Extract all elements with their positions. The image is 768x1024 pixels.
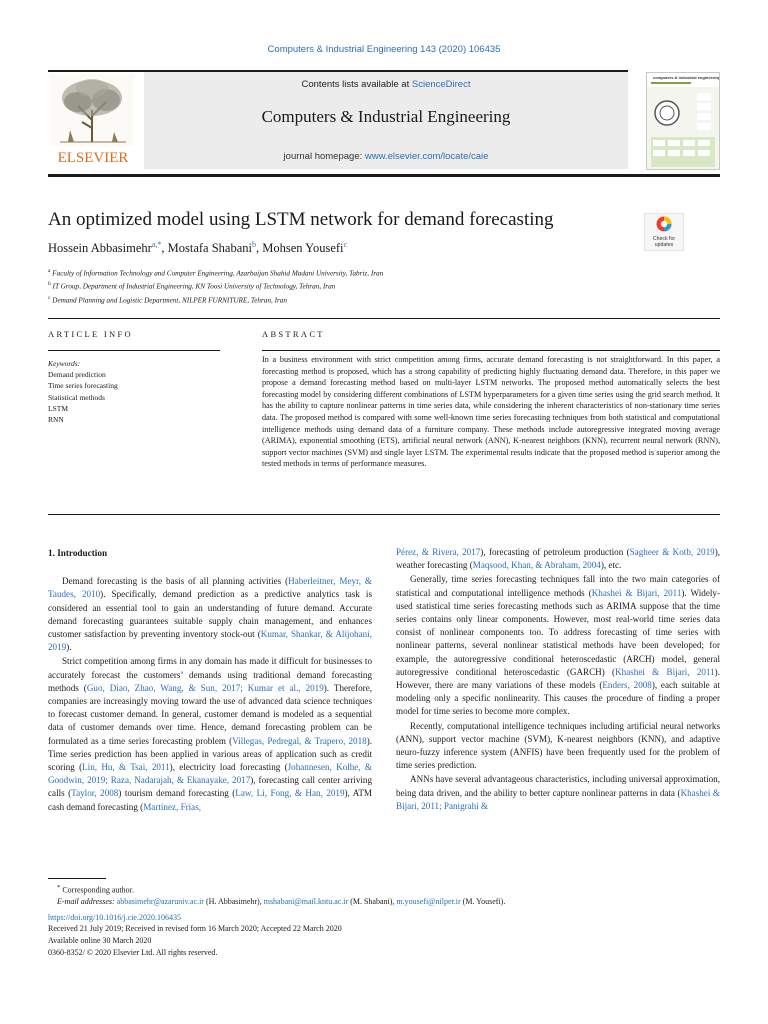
doi-link[interactable]: https://doi.org/10.1016/j.cie.2020.106435	[48, 912, 181, 922]
contents-line: Contents lists available at ScienceDirect	[301, 79, 471, 90]
citation-link[interactable]: Lin, Hu, & Tsai, 2011	[82, 762, 170, 773]
author-list	[48, 240, 347, 256]
paragraph-text: ), etc.	[600, 560, 622, 571]
corresponding-author-note: * Corresponding author.	[57, 884, 134, 895]
check-for-updates-badge[interactable]	[644, 213, 684, 251]
paragraph-text: ). Therefore, companies are increasingly moving toward the use of advanced data science techniques to forecast customer demand. In general, customer demand is modeled as a sequential data of customer demands over time. Hence, demand forecasting problem can be formulated as a time series forecasting problem (	[48, 682, 373, 746]
footnotes	[48, 882, 720, 958]
citation-link[interactable]: Khashei & Bijari, 2011	[615, 666, 715, 677]
copyright: 0360-8352/ © 2020 Elsevier Ltd. All rights reserved.	[48, 947, 218, 957]
paragraph-text: ), each suitable at modeling only a specific nonlinearity. This causes the procedure of finding a proper model for time series to become more complex.	[396, 680, 720, 717]
citation-link[interactable]: Guo, Diao, Zhao, Wang, & Sun, 2017; Kumar et al., 2019	[86, 682, 324, 693]
abstract-divider	[262, 350, 720, 351]
paragraph-text: Demand forecasting is the basis of all planning activities (	[62, 576, 289, 587]
author-name[interactable]: Hossein Abbasimehr	[48, 241, 152, 256]
paragraph	[48, 655, 372, 813]
paragraph-text: ) tourism demand forecasting (	[118, 788, 236, 799]
paragraph	[48, 575, 372, 654]
cover-title: computers & industrial engineering	[653, 75, 719, 80]
paragraph	[396, 546, 720, 572]
email-link[interactable]: abbasimehr@azaruniv.ac.ir	[116, 897, 204, 907]
body-left-column	[48, 547, 372, 815]
keyword[interactable]: LSTM	[48, 403, 69, 413]
received-dates: Received 21 July 2019; Received in revised form 16 March 2020; Accepted 22 March 2020	[48, 924, 342, 934]
paragraph-text: ). Time series prediction has been applied in various areas of application such as credit scoring (	[48, 735, 372, 773]
section-heading: 1. Introduction	[48, 548, 108, 558]
paragraph-text: Strict competition among firms in any domain has made it difficult for businesses to accurately forecast the customers’ demands using traditional demand forecasting methods (	[48, 656, 372, 693]
keyword[interactable]: Demand prediction	[48, 370, 106, 380]
info-top-rule	[48, 318, 720, 319]
paragraph	[396, 773, 720, 813]
citation-link[interactable]: Martínez, Frías,	[143, 801, 202, 812]
paragraph-text: ), electricity load forecasting (	[169, 762, 288, 773]
available-online: Available online 30 March 2020	[48, 936, 152, 946]
affiliation-item: $^a$ Faculty of Information Technology and Computer Engineering, Azarbaijan Shahid Madani University, Tabriz, Iran	[48, 268, 384, 278]
footnote-rule	[48, 878, 106, 879]
publisher-wordmark: ELSEVIER	[57, 150, 129, 166]
article-info-heading: ARTICLE INFO	[48, 329, 133, 339]
body-right-column	[396, 546, 720, 814]
email-link[interactable]: m.yousefi@nilper.ir	[396, 897, 461, 907]
author-separator: ,	[161, 241, 168, 256]
keyword[interactable]: RNN	[48, 415, 64, 425]
email-addresses: E-mail addresses: abbasimehr@azaruniv.ac.ir (H. Abbasimehr), mshabani@mail.kntu.ac.ir (M. Shabani), m.yousefi@nilper.ir (M. Yousefi).	[57, 897, 506, 907]
citation-link[interactable]: Taylor, 2008	[71, 788, 119, 799]
keywords-block	[48, 358, 118, 425]
abstract-heading: ABSTRACT	[262, 329, 325, 339]
citation-link[interactable]: Johannesen, Kolhe, & Goodwin, 2019; Raza, Nadarajah, & Ekanayake, 2017	[48, 762, 372, 786]
citation-link[interactable]: Khashei & Bijari, 2011	[591, 587, 682, 598]
author-name[interactable]: Mostafa Shabani	[167, 241, 252, 256]
journal-cover-thumbnail[interactable]	[646, 72, 720, 170]
author-affiliation-mark[interactable]: c	[343, 240, 348, 249]
keyword[interactable]: Statistical methods	[48, 392, 105, 402]
paragraph	[396, 573, 720, 718]
paragraph-text: Generally, time series forecasting techniques fall into the two main categories of statistical and computational intelligence methods (	[396, 574, 720, 598]
email-link[interactable]: mshabani@mail.kntu.ac.ir	[263, 897, 349, 907]
journal-name: Computers & Industrial Engineering	[261, 107, 511, 126]
abstract-bottom-rule	[48, 514, 720, 515]
affiliation-item: $^b$ IT Group, Department of Industrial Engineering, KN Toosi University of Technology, Tehran, Iran	[48, 281, 336, 291]
author-affiliation-mark[interactable]: b	[251, 240, 256, 249]
author-name[interactable]: Mohsen Yousefi	[262, 241, 344, 256]
journal-masthead	[48, 72, 720, 174]
journal-reference[interactable]: Computers & Industrial Engineering 143 (2020) 106435	[267, 44, 501, 55]
paragraph-text: ).	[66, 642, 72, 653]
citation-link[interactable]: Haberleitner, Meyr, & Taudes, 2010	[48, 576, 372, 600]
paragraph-text: ), ATM cash demand forecasting (	[48, 788, 373, 812]
info-divider	[48, 350, 220, 351]
citation-link[interactable]: Law, Li, Fong, & Han, 2019	[235, 788, 345, 799]
abstract-text: In a business environment with strict competition among firms, accurate demand forecasting is not straightforward. In this paper, a forecasting method is proposed, which has a strong capability of predicting highly fluctuating demand data. Therefore, in this paper we propose a demand forecasting method based on multi-layer LSTM networks. The proposed method automatically selects the best forecasting model by considering different combinations of LSTM hyperparameters for a given time series using the grid search method. It has the ability to capture nonlinear patterns in time series data, while considering the inherent characteristics of non-stationary time series data. The proposed method is compared with some well-known time series forecasting techniques from both statistical and computational intelligence methods using demand data of a furniture company. These methods include autoregressive integrated moving average (ARIMA), exponential smoothing (ETS), artificial neural network (ANN), K-nearest neighbors (KNN), recurrent neural network (RNN), support vector machines (SVM) and single layer LSTM. The experimental results indicate that the proposed method is superior among the tested methods in terms of performance measures.	[262, 355, 720, 469]
journal-banner	[144, 72, 628, 169]
paragraph-text: ). Widely-used statistical time series forecasting methods such as ARIMA suppose that the time series contains only linear components. However, most real-world time series data consist of nonlinear components too. To address forecasting of time series with nonlinear patterns, several nonlinear statistical methods have been developed; for example, the autoregressive conditional heteroscedastic (ARCH) model, general autoregressive conditional heteroscedastic (GARCH) (	[396, 587, 720, 677]
citation-link[interactable]: Sagheer & Kotb, 2019	[629, 547, 715, 557]
citation-link[interactable]: Maqsood, Khan, & Abraham, 2004	[472, 560, 601, 571]
affiliations	[48, 266, 383, 306]
journal-homepage: journal homepage: www.elsevier.com/locate/caie	[283, 151, 489, 162]
paragraph-text: ), forecasting of petroleum production (	[480, 547, 630, 557]
crossmark-label-2: updates	[654, 242, 674, 248]
affiliation-item: $^c$ Demand Planning and Logistic Department, NILPER FURNITURE, Tehran, Iran	[48, 294, 287, 305]
paragraph-text: ). However, there are many variations of these models (	[396, 666, 720, 691]
citation-link[interactable]: Pérez, & Rivera, 2017	[396, 547, 481, 557]
sciencedirect-link[interactable]: ScienceDirect	[411, 79, 471, 90]
paragraph-text: Recently, computational intelligence techniques including artificial neural networks (ANN), support vector machine (SVM), K-nearest neighbors (KNN), and adaptive neuro-fuzzy inference system (ANFIS) have been frequently used for the problem of time series prediction.	[396, 720, 720, 771]
article-title: An optimized model using LSTM network for demand forecasting	[48, 209, 554, 230]
citation-link[interactable]: Enders, 2008	[602, 680, 652, 691]
paragraph-text: ), forecasting call center arriving calls (	[48, 775, 373, 799]
homepage-link[interactable]: www.elsevier.com/locate/caie	[364, 151, 489, 162]
keywords-label: Keywords:	[48, 359, 81, 368]
author-affiliation-mark[interactable]: a,*	[151, 240, 162, 249]
header-bottom-rule	[48, 174, 720, 177]
crossmark-label-1: Check for	[652, 236, 676, 242]
citation-link[interactable]: Villegas, Pedregal, & Trapero, 2018	[232, 735, 367, 746]
paragraph-text: ). Specifically, demand prediction as a predictive analytics task is considered an essential tool to gain an understanding of future demand. Accurate demand forecasting guarantees suitable supply chain management, and enhances customer satisfaction by preventing inventory stock-out (	[48, 589, 372, 640]
keyword[interactable]: Time series forecasting	[48, 381, 118, 391]
paragraph-text: ANNs have several advantageous characteristics, including universal approximation, being data driven, and the ability to better capture nonlinear patterns in data (	[396, 774, 720, 798]
paragraph-text: ), weather forecasting (	[396, 547, 720, 571]
citation-link[interactable]: Kumar, Shankar, & Alijohani, 2019	[48, 629, 372, 653]
citation-link[interactable]: Khashei & Bijari, 2011; Panigrahi &	[396, 787, 720, 811]
elsevier-logo	[48, 72, 138, 172]
paragraph	[396, 720, 720, 773]
author-separator: ,	[255, 241, 263, 256]
